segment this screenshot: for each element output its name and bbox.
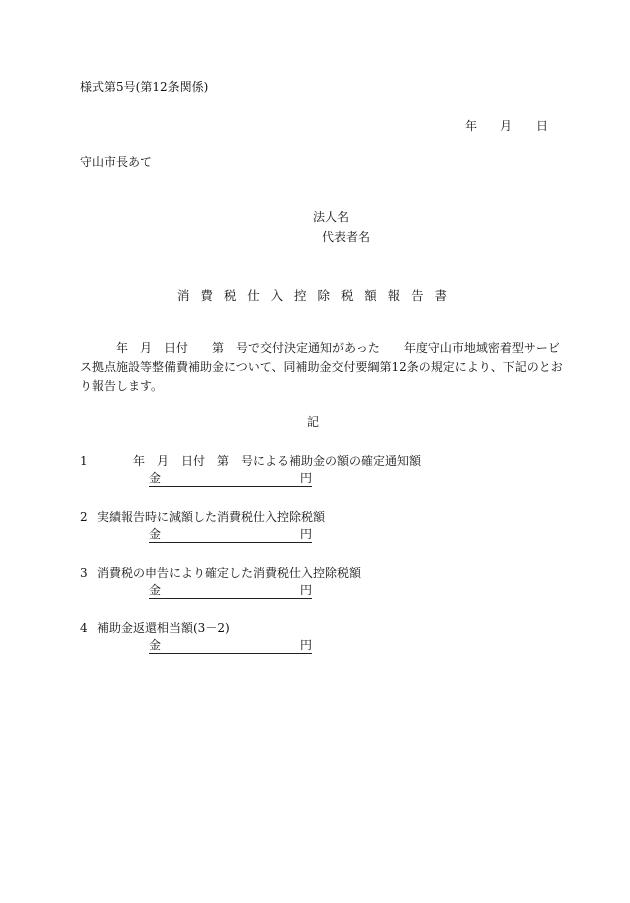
form-number: 様式第5号(第12条関係) bbox=[80, 80, 209, 94]
amount-prefix: 金 bbox=[149, 583, 162, 597]
ki-heading: 記 bbox=[307, 415, 320, 429]
title-char: 書 bbox=[434, 288, 447, 303]
title-char: 額 bbox=[364, 288, 377, 303]
body-paragraph-line: 年 月 日付 第 号で交付決定通知があった 年度守山市地域密着型サービ bbox=[80, 341, 560, 355]
title-char: 消 bbox=[177, 288, 190, 303]
item-number: 1 bbox=[80, 454, 88, 468]
title-char: 費 bbox=[200, 288, 213, 303]
date-day-label: 日 bbox=[536, 119, 549, 133]
amount-prefix: 金 bbox=[149, 638, 162, 652]
document-title bbox=[177, 286, 447, 304]
body-paragraph-line: り報告します。 bbox=[80, 379, 164, 393]
item-text: 実績報告時に減額した消費税仕入控除税額 bbox=[97, 510, 326, 524]
date-month-label: 月 bbox=[500, 119, 513, 133]
item-number: 2 bbox=[80, 510, 88, 524]
amount-prefix: 金 bbox=[149, 527, 162, 541]
item-text: 年 月 日付 第 号による補助金の額の確定通知額 bbox=[97, 454, 422, 468]
title-char: 税 bbox=[340, 288, 354, 303]
amount-field[interactable] bbox=[149, 527, 312, 543]
amount-suffix: 円 bbox=[299, 527, 312, 541]
title-char: 報 bbox=[387, 288, 401, 303]
title-char: 除 bbox=[317, 288, 330, 303]
amount-field[interactable] bbox=[149, 583, 312, 599]
amount-suffix: 円 bbox=[299, 583, 312, 597]
amount-field[interactable] bbox=[149, 638, 312, 654]
title-char: 告 bbox=[411, 288, 424, 303]
item-number: 4 bbox=[80, 621, 88, 635]
addressee: 守山市長あて bbox=[80, 155, 153, 169]
date-year-label: 年 bbox=[465, 119, 478, 133]
representative-label: 代表者名 bbox=[322, 230, 371, 244]
corp-name-label: 法人名 bbox=[313, 210, 350, 224]
amount-field[interactable] bbox=[149, 471, 312, 487]
amount-suffix: 円 bbox=[299, 471, 312, 485]
body-paragraph-line: ス拠点施設等整備費補助金について、同補助金交付要綱第12条の規定により、下記のとお bbox=[80, 360, 563, 374]
title-char: 入 bbox=[270, 288, 284, 303]
item-text: 補助金返還相当額(3－2) bbox=[97, 621, 230, 635]
title-char: 控 bbox=[294, 288, 307, 303]
amount-prefix: 金 bbox=[149, 471, 162, 485]
item-number: 3 bbox=[80, 566, 88, 580]
item-text: 消費税の申告により確定した消費税仕入控除税額 bbox=[97, 566, 362, 580]
title-char: 仕 bbox=[247, 288, 260, 303]
amount-suffix: 円 bbox=[299, 638, 312, 652]
title-char: 税 bbox=[223, 288, 237, 303]
